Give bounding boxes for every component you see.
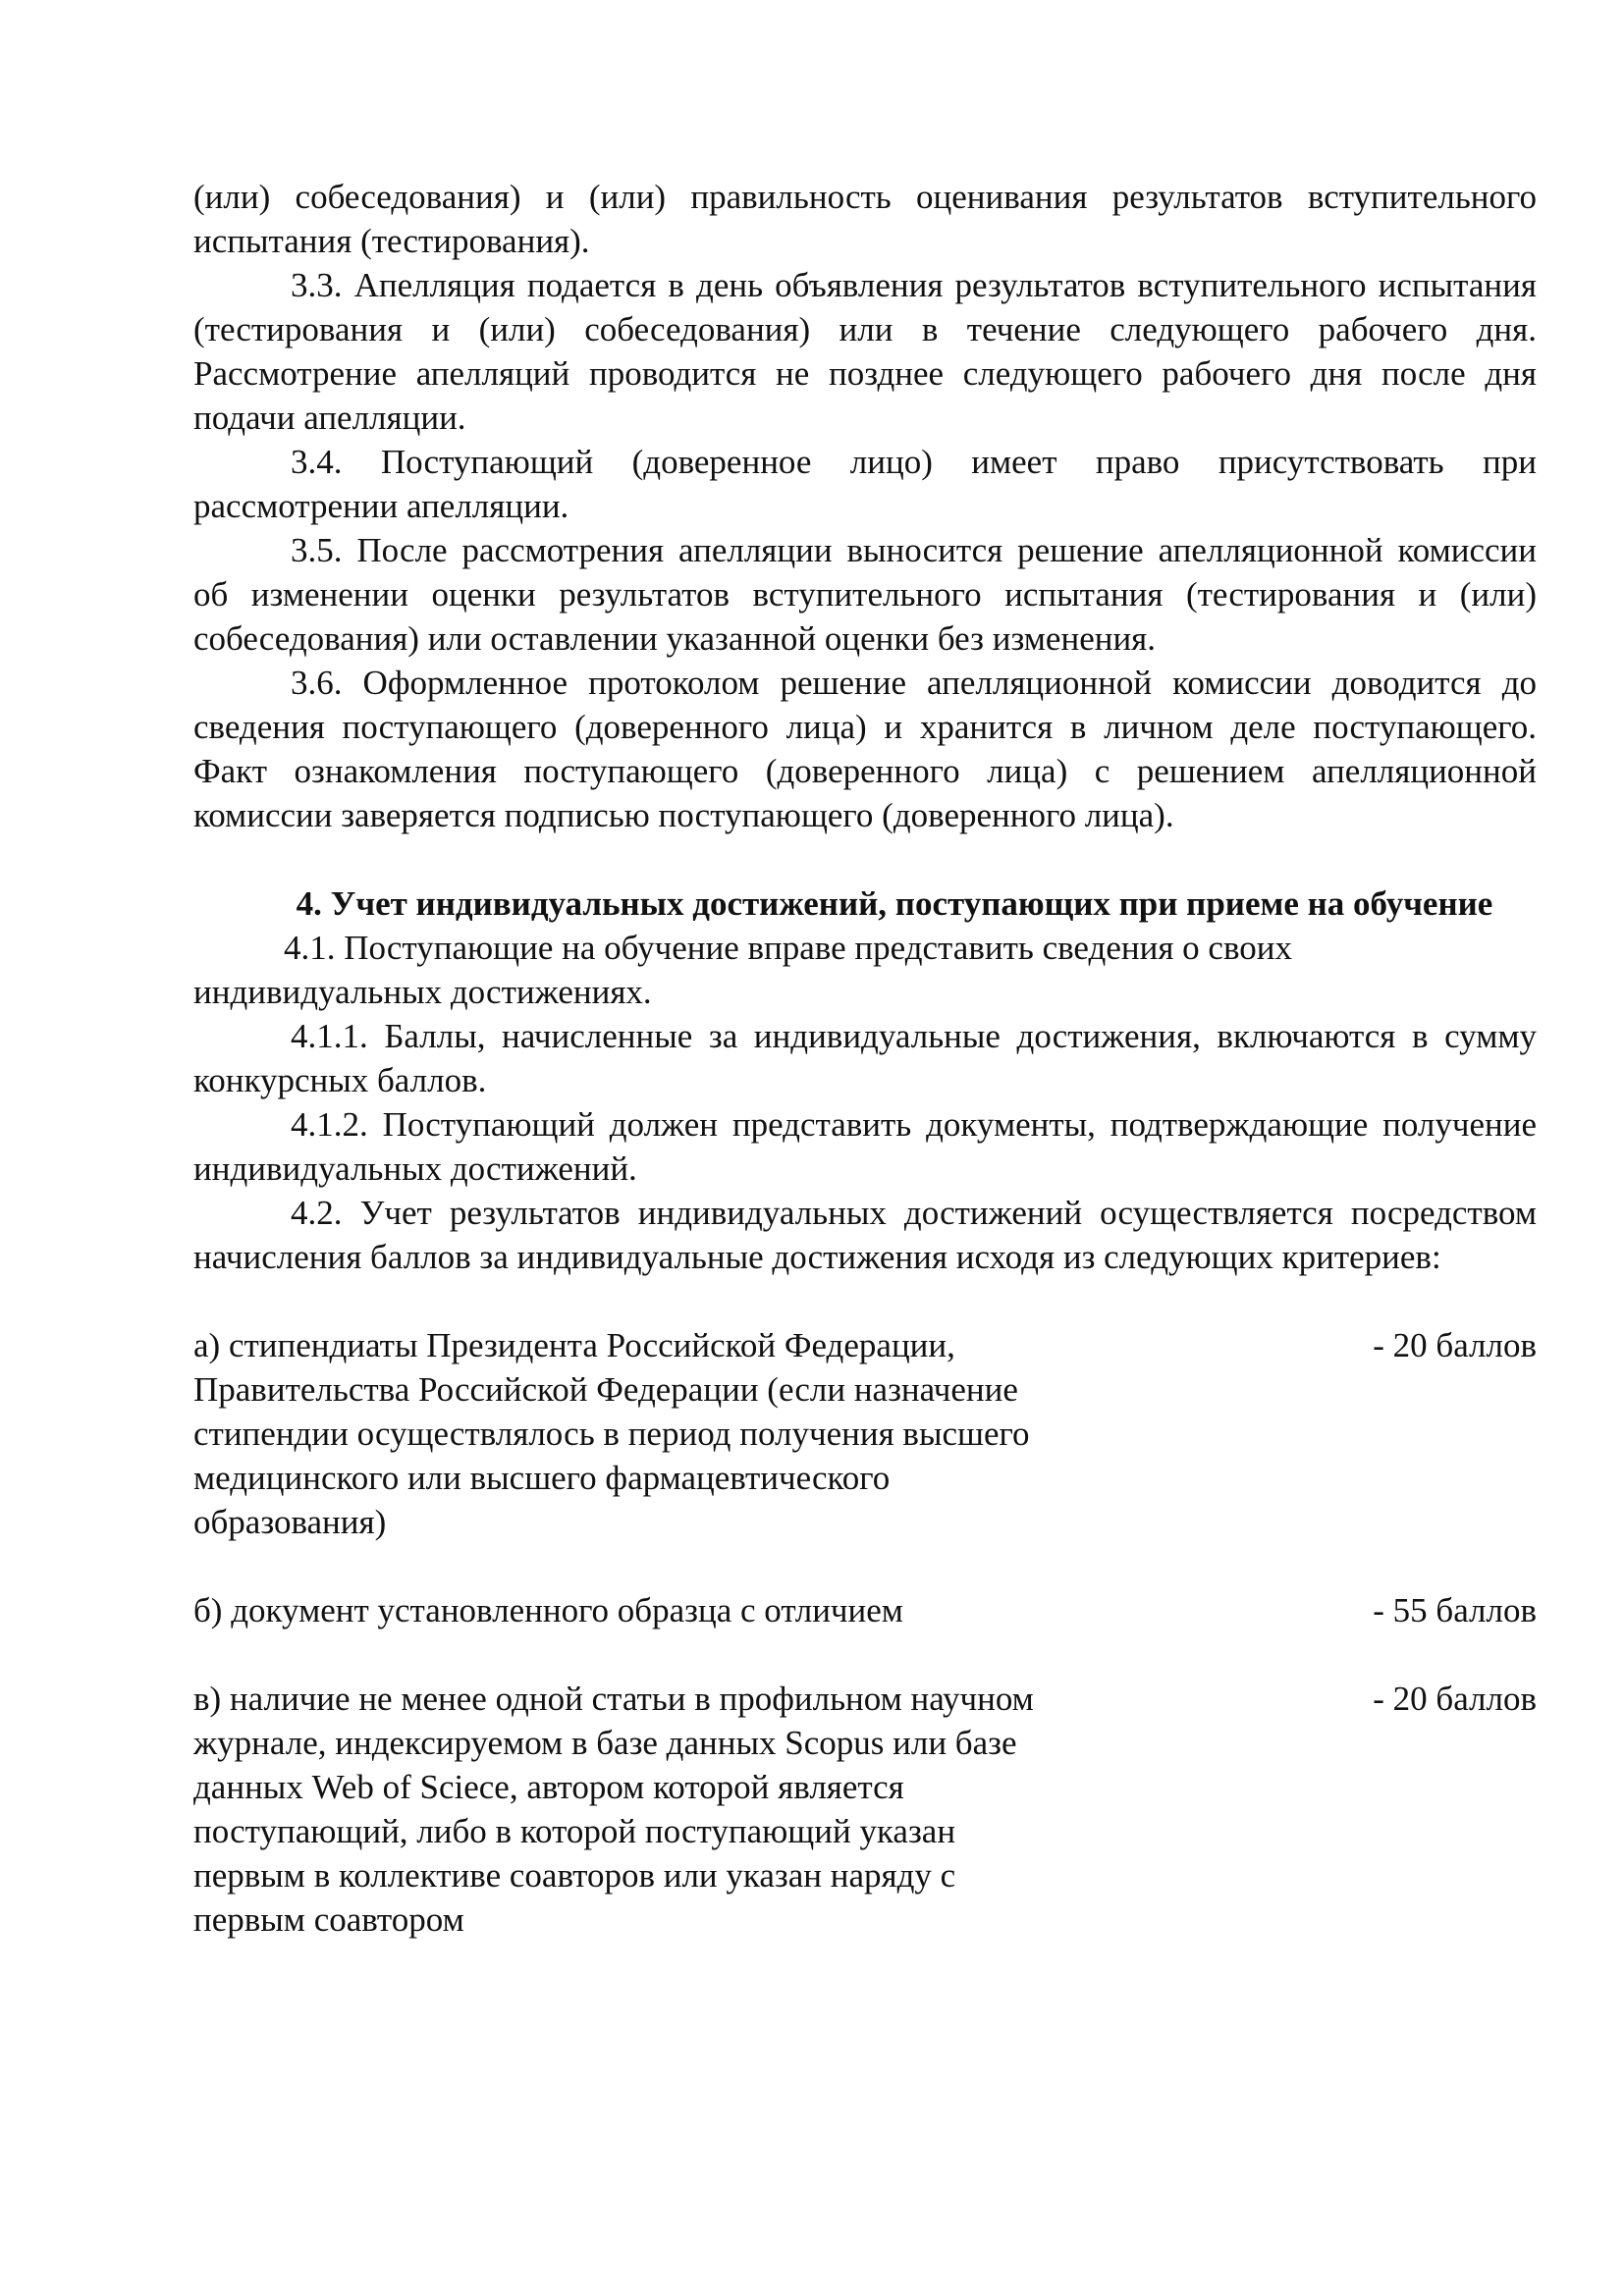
criterion-b-points: - 55 баллов	[1373, 1591, 1537, 1629]
paragraph-3-6: 3.6. Оформленное протоколом решение апелляционной комиссии доводится до сведения поступающего (доверенного лица) и хранится в личном деле поступающего. Факт ознакомления поступающего (доверенного лица) с решением апелляционной комиссии заверяется подписью поступающего (доверенного лица).	[193, 664, 1537, 834]
criterion-b-text: б) документ установленного образца с отличием	[193, 1591, 903, 1629]
criterion-c-text: в) наличие не менее одной статьи в профильном научном журнале, индексируемом в базе данных Scopus или базе данных Web of Sciece, автором которой является поступающий, либо в которой поступающий указан первым в коллективе соавторов или указан наряду с первым соавтором	[193, 1680, 1034, 1939]
spacer	[193, 1632, 1537, 1677]
spacer	[193, 1279, 1537, 1323]
criterion-a-text: а) стипендиаты Президента Российской Федерации, Правительства Российской Федерации (если назначение стипендии осуществлялось в период получения высшего медицинского или высшего фармацевтического образования)	[193, 1326, 1030, 1541]
paragraph-3-2-continuation: (или) собеседования) и (или) правильность оценивания результатов вступительного испытания (тестирования).	[193, 178, 1537, 260]
paragraph-4-1-1: 4.1.1. Баллы, начисленные за индивидуальные достижения, включаются в сумму конкурсных баллов.	[193, 1017, 1537, 1099]
paragraph-4-1-2: 4.1.2. Поступающий должен представить документы, подтверждающие получение индивидуальных достижений.	[193, 1105, 1537, 1188]
section-4-heading: 4. Учет индивидуальных достижений, поступающих при приеме на обучение	[296, 884, 1493, 923]
criterion-a	[193, 1323, 1537, 1544]
criterion-c-points: - 20 баллов	[1373, 1680, 1537, 1718]
paragraph-3-3: 3.3. Апелляция подается в день объявления результатов вступительного испытания (тестирования и (или) собеседования) или в течение следующего рабочего дня. Рассмотрение апелляций проводится не позднее следующего рабочего дня после дня подачи апелляции.	[193, 266, 1537, 437]
paragraph-3-5: 3.5. После рассмотрения апелляции выносится решение апелляционной комиссии об изменении оценки результатов вступительного испытания (тестирования и (или) собеседования) или оставлении указанной оценки без изменения.	[193, 531, 1537, 658]
criterion-b	[193, 1588, 1537, 1632]
paragraph-4-2: 4.2. Учет результатов индивидуальных достижений осуществляется посредством начисления баллов за индивидуальные достижения исходя из следующих критериев:	[193, 1194, 1537, 1276]
paragraph-3-4: 3.4. Поступающий (доверенное лицо) имеет право присутствовать при рассмотрении апелляции.	[193, 443, 1537, 525]
criterion-a-points: - 20 баллов	[1373, 1326, 1537, 1364]
paragraph-4-1: 4.1. Поступающие на обучение вправе представить сведения о своих индивидуальных достижениях.	[193, 929, 1292, 1011]
spacer	[193, 1544, 1537, 1588]
document-page	[193, 175, 1537, 1942]
criterion-c	[193, 1677, 1537, 1942]
